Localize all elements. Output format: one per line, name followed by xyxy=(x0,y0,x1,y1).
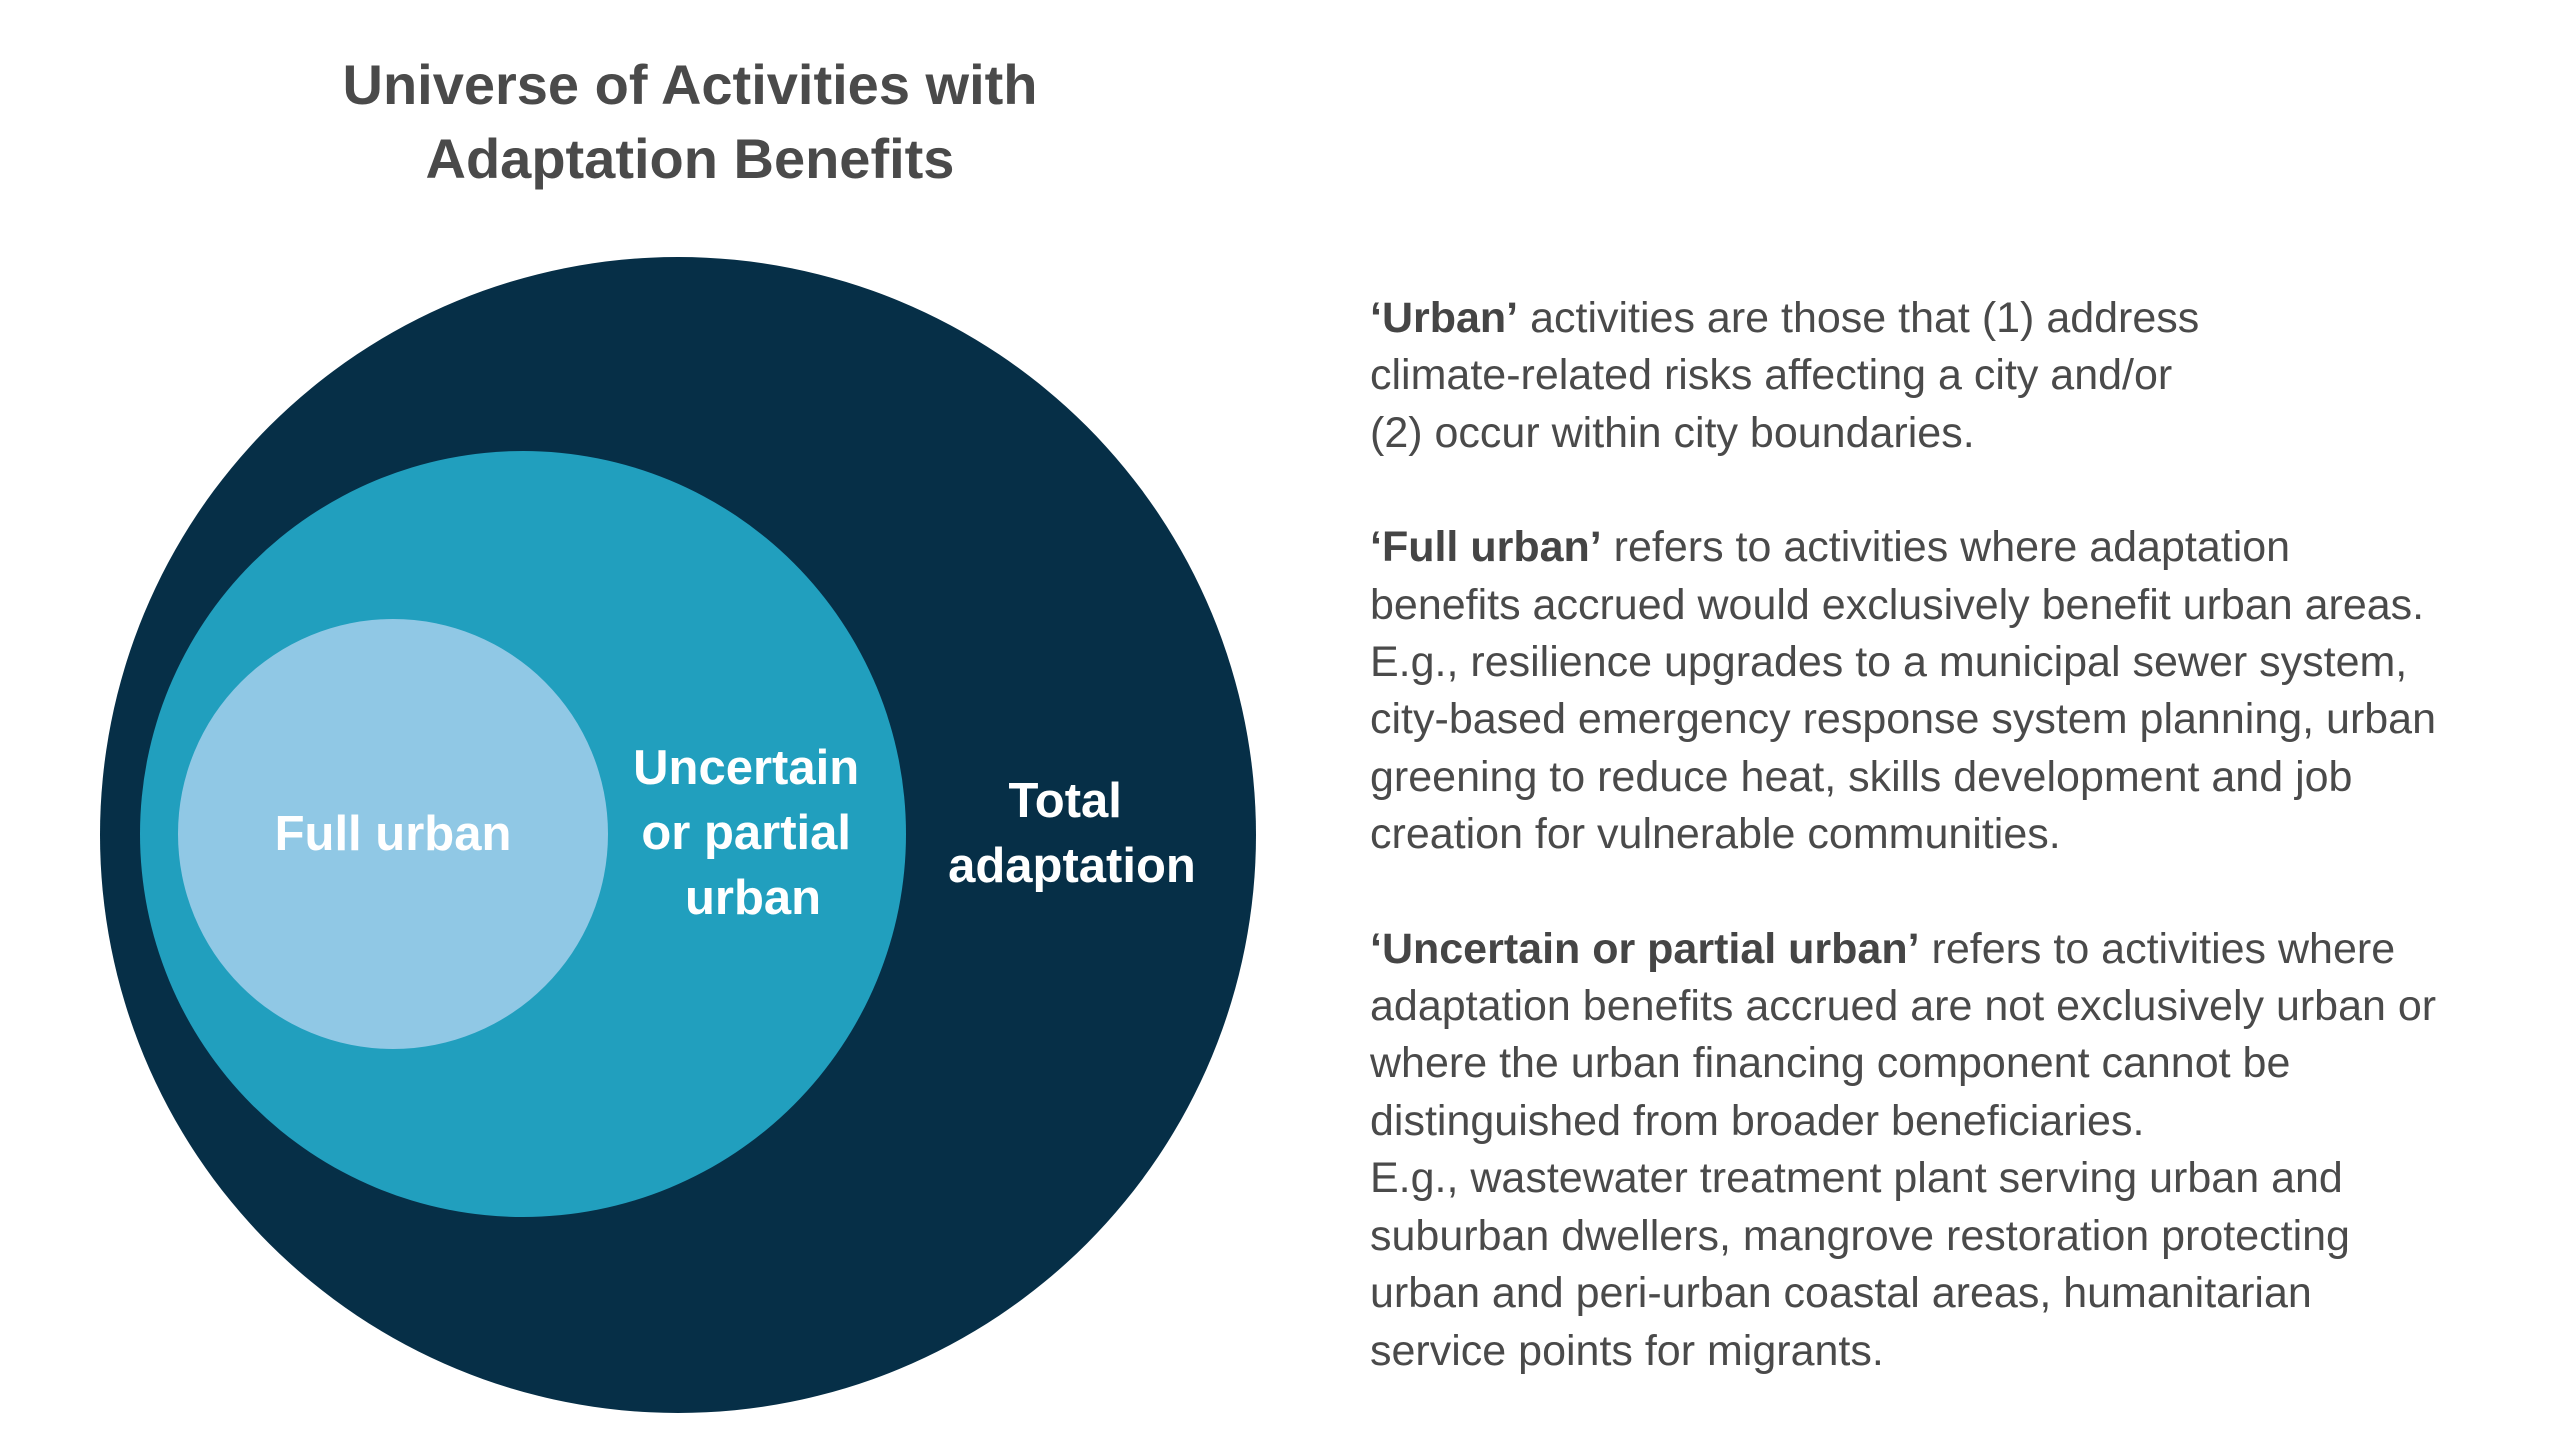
definition-uncertain-partial-urban xyxy=(1370,921,2540,1380)
definition-urban-text-2: climate-related risks affecting a city and/or xyxy=(1370,351,2173,400)
title-line-1: Universe of Activities with xyxy=(342,53,1038,116)
definition-uncertain-text-8: service points for migrants. xyxy=(1370,1326,1884,1375)
uncertain-label-line-1: Uncertain xyxy=(633,741,860,795)
definition-uncertain-text-7: urban and peri-urban coastal areas, humanitarian xyxy=(1370,1269,2312,1318)
definition-full-urban-text-3: E.g., resilience upgrades to a municipal sewer system, xyxy=(1370,638,2408,687)
term-uncertain-partial-urban: ‘Uncertain or partial urban’ xyxy=(1370,924,1920,973)
definition-uncertain-text-2: adaptation benefits accrued are not exclusively urban or xyxy=(1370,982,2437,1031)
definition-urban-text-3: (2) occur within city boundaries. xyxy=(1370,408,1975,457)
total-label-line-1: Total xyxy=(1008,774,1122,828)
uncertain-label-line-2: or partial xyxy=(641,806,852,860)
definition-uncertain-text-6: suburban dwellers, mangrove restoration protecting xyxy=(1370,1211,2350,1260)
definition-uncertain-text-5: E.g., wastewater treatment plant serving urban and xyxy=(1370,1154,2343,1203)
definition-uncertain-text-3: where the urban financing component cannot be xyxy=(1370,1039,2291,1088)
definition-uncertain-text-4: distinguished from broader beneficiaries. xyxy=(1370,1096,2145,1145)
definition-full-urban-text-6: creation for vulnerable communities. xyxy=(1370,810,2061,859)
uncertain-label-line-3: urban xyxy=(684,871,822,925)
definition-full-urban-text-4: city-based emergency response system planning, urban xyxy=(1370,695,2437,744)
definitions-panel xyxy=(1370,290,2540,1380)
full-urban-label xyxy=(275,807,512,861)
definition-full-urban xyxy=(1370,519,2540,863)
term-urban: ‘Urban’ xyxy=(1370,294,1519,342)
definition-uncertain-text-1: refers to activities where xyxy=(1919,924,2396,973)
definition-urban xyxy=(1370,290,2540,462)
definition-full-urban-text-2: benefits accrued would exclusively benefit urban areas. xyxy=(1370,580,2425,629)
definition-urban-text-1: activities are those that (1) address xyxy=(1518,294,2200,342)
term-full-urban: ‘Full urban’ xyxy=(1370,523,1602,572)
full-urban-label-line-1: Full urban xyxy=(274,807,512,861)
title-line-2: Adaptation Benefits xyxy=(425,127,955,190)
definition-full-urban-text-1: refers to activities where adaptation xyxy=(1601,523,2291,572)
total-label-line-2: adaptation xyxy=(948,839,1196,893)
definition-full-urban-text-5: greening to reduce heat, skills development and job xyxy=(1370,752,2353,801)
